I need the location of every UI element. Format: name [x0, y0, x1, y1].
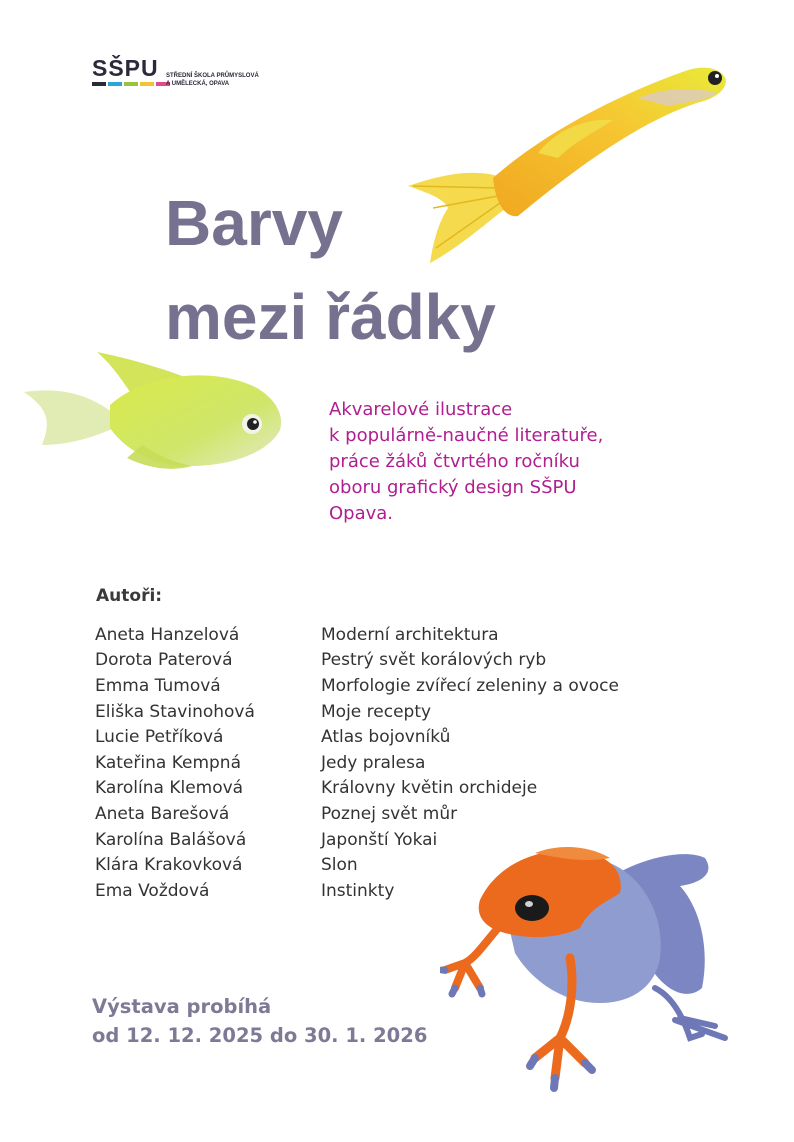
author-name: Kateřina Kempná: [95, 752, 242, 773]
exhibit-dates: [92, 992, 427, 1050]
book-title: Morfologie zvířecí zeleniny a ovoce: [321, 675, 619, 696]
author-name: Karolína Balášová: [95, 829, 247, 850]
exhibit-line: od 12. 12. 2025 do 30. 1. 2026: [92, 1024, 428, 1047]
subtitle: [329, 397, 659, 527]
subtitle-line: Opava.: [329, 503, 394, 524]
author-name: Ema Voždová: [95, 880, 210, 901]
logo-subtitle-line: STŘEDNÍ ŠKOLA PRŮMYSLOVÁ: [166, 73, 259, 79]
subtitle-line: k populárně-naučné literatuře,: [329, 425, 604, 446]
author-name: Dorota Paterová: [95, 650, 233, 671]
author-name: Lucie Petříková: [95, 727, 224, 748]
title-line: Barvy: [165, 187, 343, 259]
author-name: Karolína Klemová: [95, 778, 244, 799]
frog-illustration: [440, 838, 740, 1100]
book-title: Slon: [321, 855, 358, 876]
logo-bar-segment: [92, 82, 106, 86]
author-name: Emma Tumová: [95, 675, 221, 696]
subtitle-line: práce žáků čtvrtého ročníku: [329, 451, 580, 472]
book-title: Atlas bojovníků: [321, 727, 451, 748]
book-title: Moje recepty: [321, 701, 432, 722]
list-item: [95, 648, 619, 674]
list-item: [95, 622, 619, 648]
book-title: Jedy pralesa: [321, 752, 426, 773]
author-name: Eliška Stavinohová: [95, 701, 255, 722]
list-item: [95, 801, 619, 827]
list-item: [95, 776, 619, 802]
author-name: Aneta Hanzelová: [95, 624, 240, 645]
book-title: Pestrý svět korálových ryb: [321, 650, 547, 671]
list-item: [95, 724, 619, 750]
book-title: Moderní architektura: [321, 624, 499, 645]
title-line: mezi řádky: [165, 281, 496, 353]
subtitle-line: oboru grafický design SŠPU: [329, 477, 577, 498]
logo-color-bar: [92, 82, 172, 86]
list-item: [95, 699, 619, 725]
book-title: Japonští Yokai: [321, 829, 438, 850]
author-name: Aneta Barešová: [95, 803, 230, 824]
subtitle-line: Akvarelové ilustrace: [329, 399, 513, 420]
book-title: Instinkty: [321, 880, 395, 901]
green-fish-illustration: [22, 350, 287, 475]
book-title: Královny květin orchideje: [321, 778, 538, 799]
list-item: [95, 750, 619, 776]
authors-heading: Autoři:: [96, 586, 163, 606]
logo-bar-segment: [140, 82, 154, 86]
list-item: [95, 673, 619, 699]
school-logo: [92, 55, 259, 87]
page-title: [165, 176, 496, 364]
exhibit-line: Výstava probíhá: [92, 995, 272, 1018]
author-name: Klára Krakovková: [95, 855, 243, 876]
logo-bar-segment: [108, 82, 122, 86]
logo-bar-segment: [124, 82, 138, 86]
logo-mark: SŠPU: [92, 55, 159, 81]
logo-subtitle-line: A UMĚLECKÁ, OPAVA: [166, 81, 230, 87]
logo-subtitle: [166, 72, 259, 88]
book-title: Poznej svět můr: [321, 803, 458, 824]
